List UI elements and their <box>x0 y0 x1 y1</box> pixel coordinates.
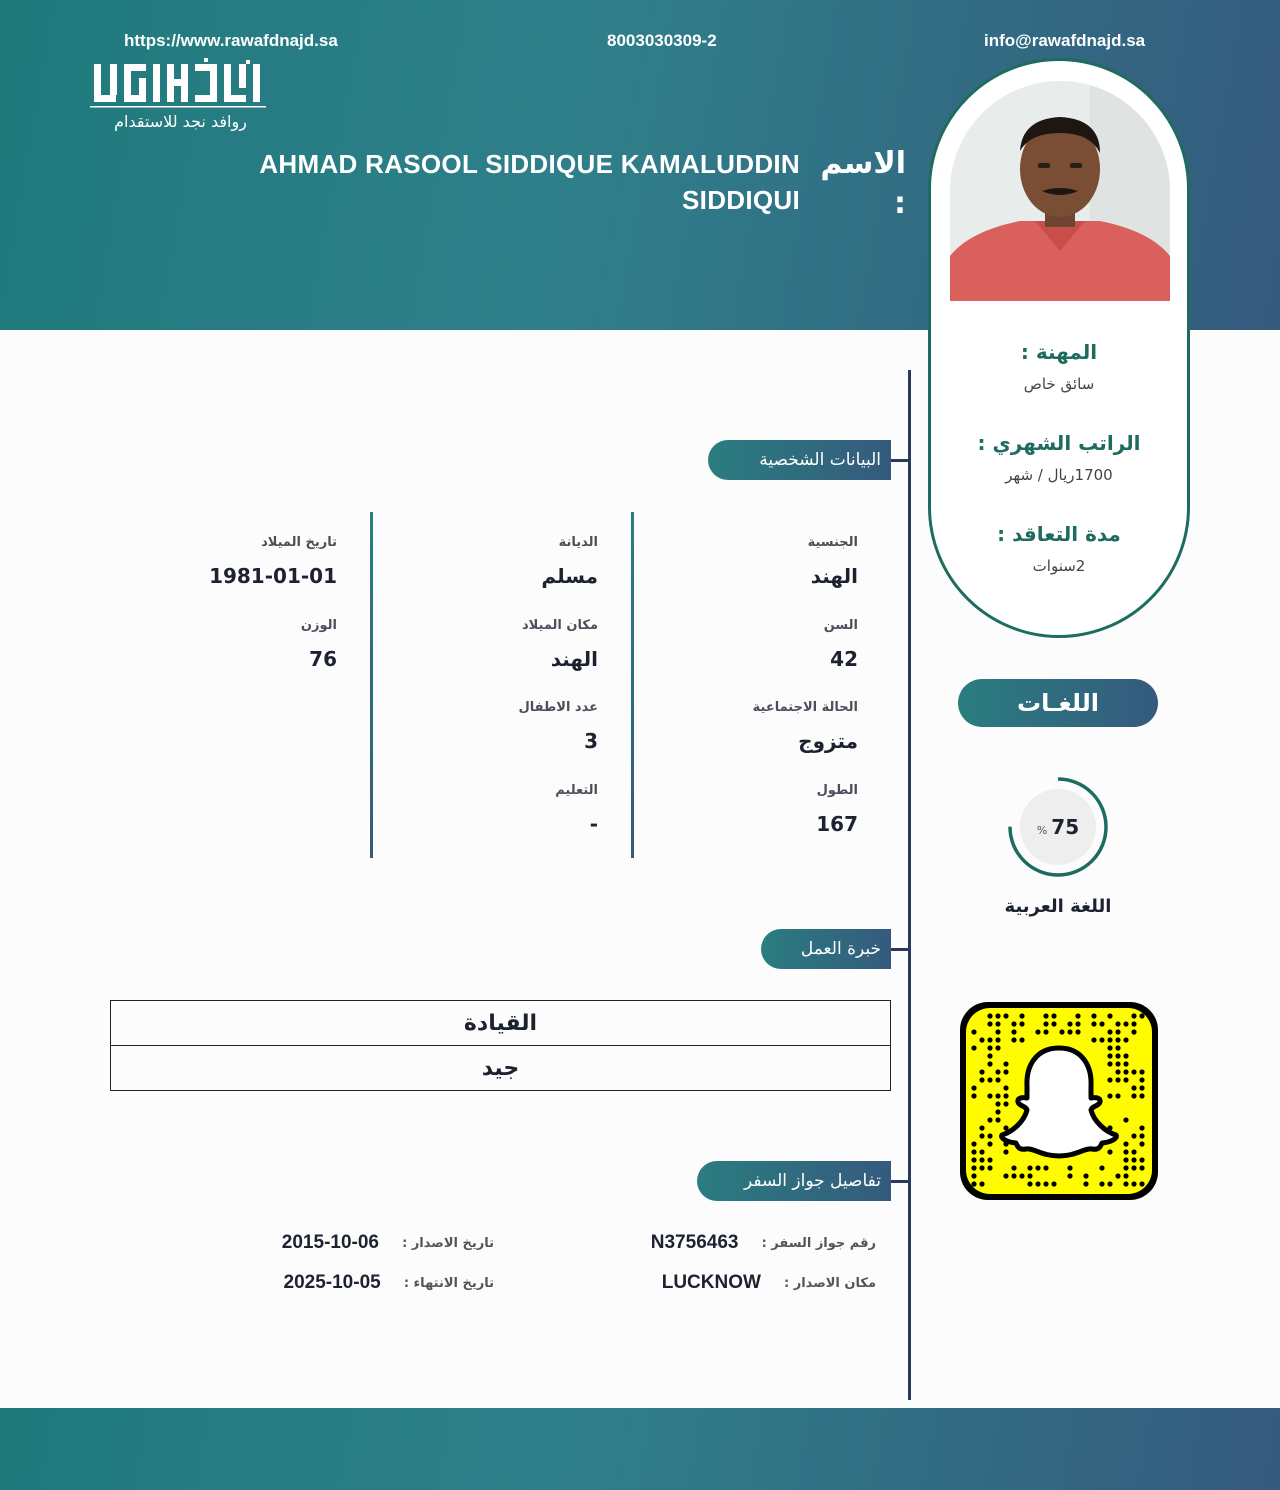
snapcode-dot <box>1107 1077 1112 1082</box>
snapcode-dot <box>1123 1149 1128 1154</box>
snapcode-dot <box>1131 1181 1136 1186</box>
snapcode-dot <box>1003 1149 1008 1154</box>
snapcode-dot <box>995 1021 1000 1026</box>
snapcode-dot <box>987 1053 992 1058</box>
profession-label: المهنة : <box>1020 340 1098 364</box>
snapcode-dot <box>987 1117 992 1122</box>
snapcode-dot <box>1123 1181 1128 1186</box>
snapcode-dot <box>1075 1021 1080 1026</box>
snapcode-dot <box>987 1037 992 1042</box>
snapcode-dot <box>1139 1165 1144 1170</box>
snapcode[interactable] <box>958 1000 1160 1202</box>
birthplace-field <box>400 617 598 673</box>
snapcode-dot <box>1067 1165 1072 1170</box>
profile-card <box>928 58 1190 638</box>
snapcode-dot <box>979 1125 984 1130</box>
nationality-field <box>660 534 858 590</box>
snapcode-dot <box>1091 1037 1096 1042</box>
snapcode-dot <box>1115 1069 1120 1074</box>
snapcode-dot <box>1027 1165 1032 1170</box>
snapcode-dot <box>1075 1013 1080 1018</box>
snapcode-dot <box>1043 1165 1048 1170</box>
snapcode-dot <box>1123 1117 1128 1122</box>
snapcode-dot <box>1059 1029 1064 1034</box>
snapcode-dot <box>1051 1021 1056 1026</box>
issue-date-value: 2015-10-06 <box>281 1232 379 1253</box>
religion-label: الديانة <box>558 535 598 550</box>
snapcode-dot <box>1043 1029 1048 1034</box>
snapcode-dot <box>1003 1061 1008 1066</box>
passport-expiry-row <box>180 1272 494 1294</box>
snapcode-dot <box>995 1109 1000 1114</box>
snapcode-dot <box>1107 1061 1112 1066</box>
education-value: - <box>589 812 598 836</box>
snapcode-dot <box>1115 1061 1120 1066</box>
experience-table <box>110 1000 891 1091</box>
snapcode-dot <box>1099 1181 1104 1186</box>
profession-block <box>931 339 1187 395</box>
snapcode-dot <box>971 1157 976 1162</box>
snapcode-dot <box>987 1045 992 1050</box>
snapcode-dot <box>1099 1021 1104 1026</box>
snapcode-dot <box>1043 1021 1048 1026</box>
snapcode-dot <box>979 1069 984 1074</box>
experience-section-title: خبرة العمل <box>761 929 891 969</box>
snapcode-dot <box>1011 1165 1016 1170</box>
nationality-label: الجنسية <box>807 535 858 550</box>
snapcode-dot <box>1075 1029 1080 1034</box>
children-field <box>400 699 598 755</box>
connector <box>891 948 909 951</box>
snapcode-dot <box>1123 1061 1128 1066</box>
marital-value: متزوج <box>798 729 858 753</box>
snapcode-dot <box>995 1077 1000 1082</box>
connector <box>891 1180 909 1183</box>
snapcode-dot <box>1035 1029 1040 1034</box>
snapcode-dot <box>1019 1013 1024 1018</box>
contract-label: مدة التعاقد : <box>997 522 1121 546</box>
passport-number-label: رقم جواز السفر : <box>761 1235 876 1251</box>
snapcode-dot <box>1091 1021 1096 1026</box>
snapcode-dot <box>1107 1029 1112 1034</box>
marital-field <box>660 699 858 755</box>
snapcode-dot <box>1011 1029 1016 1034</box>
snapcode-dot <box>1139 1141 1144 1146</box>
snapcode-dot <box>1115 1029 1120 1034</box>
expiry-label: تاريخ الانتهاء : <box>403 1275 494 1291</box>
footer-banner <box>0 1408 1280 1490</box>
snapcode-dot <box>1123 1037 1128 1042</box>
passport-section-title: تفاصيل جواز السفر <box>697 1161 891 1201</box>
snapcode-dot <box>1115 1021 1120 1026</box>
snapcode-dot <box>995 1069 1000 1074</box>
snapcode-dot <box>987 1061 992 1066</box>
snapcode-dot <box>979 1037 984 1042</box>
education-field <box>400 782 598 838</box>
snapcode-dot <box>995 1101 1000 1106</box>
percent-sign: % <box>1036 824 1048 837</box>
snapcode-dot <box>1131 1093 1136 1098</box>
birthplace-value: الهند <box>550 647 598 671</box>
snapcode-dot <box>1139 1077 1144 1082</box>
snapcode-dot <box>1123 1157 1128 1162</box>
snapcode-dot <box>1123 1053 1128 1058</box>
marital-label: الحالة الاجتماعية <box>752 700 858 715</box>
snapcode-dot <box>979 1149 984 1154</box>
experience-level: جيد <box>111 1046 891 1091</box>
snapcode-dot <box>1107 1093 1112 1098</box>
snapcode-dot <box>971 1141 976 1146</box>
snapcode-dot <box>1003 1101 1008 1106</box>
snapcode-dot <box>1019 1021 1024 1026</box>
snapcode-dot <box>995 1013 1000 1018</box>
snapcode-dot <box>979 1157 984 1162</box>
snapcode-dot <box>1131 1157 1136 1162</box>
snapcode-dot <box>1011 1021 1016 1026</box>
snapcode-dot <box>1115 1037 1120 1042</box>
passport-number-row <box>560 1232 876 1254</box>
height-label: الطول <box>816 783 858 798</box>
snapcode-dot <box>1123 1069 1128 1074</box>
snapcode-dot <box>995 1037 1000 1042</box>
column-divider <box>631 512 634 858</box>
religion-value: مسلم <box>541 564 598 588</box>
snapcode-dot <box>987 1133 992 1138</box>
snapcode-dot <box>1035 1165 1040 1170</box>
snapcode-dot <box>979 1077 984 1082</box>
salary-label: الراتب الشهري : <box>977 431 1141 455</box>
snapcode-dot <box>987 1157 992 1162</box>
weight-field <box>140 617 337 673</box>
issue-place-value: LUCKNOW <box>661 1272 761 1293</box>
snapcode-dot <box>987 1165 992 1170</box>
snapcode-dot <box>1091 1013 1096 1018</box>
snapcode-dot <box>971 1149 976 1154</box>
passport-issue-date-row <box>180 1232 494 1254</box>
snapcode-dot <box>1107 1149 1112 1154</box>
languages-section-title: اللغـات <box>958 679 1158 727</box>
snapcode-dot <box>987 1093 992 1098</box>
table-row <box>111 1046 891 1091</box>
weight-value: 76 <box>309 647 337 671</box>
snapcode-dot <box>1139 1133 1144 1138</box>
snapcode-dot <box>1131 1149 1136 1154</box>
snapcode-dot <box>1139 1085 1144 1090</box>
snapcode-dot <box>987 1013 992 1018</box>
snapcode-dot <box>1003 1085 1008 1090</box>
snapcode-dot <box>1019 1037 1024 1042</box>
snapcode-dot <box>1139 1125 1144 1130</box>
snapcode-dot <box>979 1181 984 1186</box>
snapcode-dot <box>1123 1141 1128 1146</box>
website-link[interactable]: https://www.rawafdnajd.sa <box>124 31 338 50</box>
snapcode-dot <box>1131 1133 1136 1138</box>
snapcode-dot <box>1051 1181 1056 1186</box>
snapcode-dot <box>995 1029 1000 1034</box>
snapcode-dot <box>1011 1037 1016 1042</box>
snapcode-dot <box>1115 1053 1120 1058</box>
snapcode-dot <box>1083 1181 1088 1186</box>
person-photo <box>950 81 1170 301</box>
snapcode-dot <box>1083 1173 1088 1178</box>
snapcode-dot <box>1019 1173 1024 1178</box>
snapcode-dot <box>1107 1013 1112 1018</box>
language-gauge <box>1006 775 1110 879</box>
contract-block <box>931 521 1187 577</box>
height-value: 167 <box>816 812 858 836</box>
snapcode-dot <box>1027 1173 1032 1178</box>
phone-number[interactable]: 8003030309-2 <box>607 31 717 50</box>
snapcode-dot <box>1131 1013 1136 1018</box>
snapcode-dot <box>1051 1013 1056 1018</box>
snapcode-dot <box>1003 1173 1008 1178</box>
snapcode-dot <box>971 1165 976 1170</box>
age-field <box>660 617 858 673</box>
logo-mark-icon <box>88 58 268 108</box>
snapcode-dot <box>1123 1077 1128 1082</box>
snapcode-dot <box>1131 1165 1136 1170</box>
column-divider <box>370 512 373 858</box>
snapcode-dot <box>1003 1093 1008 1098</box>
snapcode-dot <box>987 1077 992 1082</box>
snapcode-dot <box>971 1181 976 1186</box>
snapcode-dot <box>1139 1093 1144 1098</box>
snapcode-dot <box>1099 1165 1104 1170</box>
snapcode-dot <box>1123 1165 1128 1170</box>
salary-block <box>931 430 1187 486</box>
snapcode-dot <box>1131 1029 1136 1034</box>
snapcode-dot <box>971 1045 976 1050</box>
passport-number-value: N3756463 <box>650 1232 739 1253</box>
snapcode-dot <box>1139 1157 1144 1162</box>
weight-label: الوزن <box>300 618 337 633</box>
snapcode-dot <box>1011 1173 1016 1178</box>
snapcode-dot <box>1139 1181 1144 1186</box>
dob-label: تاريخ الميلاد <box>261 535 337 550</box>
snapcode-dot <box>979 1165 984 1170</box>
snapcode-dot <box>1043 1181 1048 1186</box>
issue-place-label: مكان الاصدار : <box>784 1275 876 1291</box>
snapcode-dot <box>995 1093 1000 1098</box>
dob-value: 1981-01-01 <box>209 564 337 588</box>
snapcode-dot <box>1107 1053 1112 1058</box>
snapcode-dot <box>1067 1173 1072 1178</box>
snapcode-dot <box>1131 1069 1136 1074</box>
snapcode-dot <box>1107 1045 1112 1050</box>
snapcode-dot <box>1115 1077 1120 1082</box>
snapcode-dot <box>1123 1173 1128 1178</box>
passport-issue-place-row <box>560 1272 876 1294</box>
snapcode-dot <box>1067 1029 1072 1034</box>
snapcode-dot <box>971 1029 976 1034</box>
snapcode-dot <box>971 1085 976 1090</box>
snapcode-dot <box>1043 1013 1048 1018</box>
table-row <box>111 1001 891 1046</box>
snapcode-dot <box>1139 1013 1144 1018</box>
snapcode-dot <box>1131 1021 1136 1026</box>
language-percent: 75 <box>1051 815 1080 839</box>
snapcode-dot <box>995 1117 1000 1122</box>
snapcode-dot <box>987 1141 992 1146</box>
dob-field <box>140 534 337 590</box>
gauge-value <box>1020 789 1096 865</box>
profession-value: سائق خاص <box>1023 375 1095 393</box>
religion-field <box>400 534 598 590</box>
snapcode-dot <box>1115 1093 1120 1098</box>
snapcode-dot <box>1123 1021 1128 1026</box>
personal-section-title: البيانات الشخصية <box>708 440 891 480</box>
name-label: الاسم : <box>820 146 906 221</box>
experience-skill: القيادة <box>111 1001 891 1046</box>
birthplace-label: مكان الميلاد <box>521 618 598 633</box>
expiry-value: 2025-10-05 <box>283 1272 381 1293</box>
snapcode-dot <box>1107 1181 1112 1186</box>
timeline-line <box>908 370 911 1400</box>
age-label: السن <box>823 618 858 633</box>
nationality-value: الهند <box>810 564 858 588</box>
snapchat-ghost-icon <box>958 1000 1160 1202</box>
snapcode-dot <box>1115 1045 1120 1050</box>
snapcode-dot <box>1099 1037 1104 1042</box>
language-name: اللغة العربية <box>1004 896 1112 917</box>
snapcode-dot <box>1035 1181 1040 1186</box>
snapcode-dot <box>1003 1013 1008 1018</box>
salary-value: 1700ريال / شهر <box>1005 466 1113 484</box>
children-label: عدد الاطفال <box>518 700 598 715</box>
snapcode-dot <box>1139 1069 1144 1074</box>
education-label: التعليم <box>555 783 598 798</box>
person-photo-icon <box>950 81 1170 301</box>
age-value: 42 <box>830 647 858 671</box>
snapcode-dot <box>995 1045 1000 1050</box>
height-field <box>660 782 858 838</box>
email-link[interactable]: info@rawafdnajd.sa <box>984 31 1146 50</box>
snapcode-dot <box>1067 1021 1072 1026</box>
snapcode-dot <box>1107 1037 1112 1042</box>
snapcode-dot <box>1131 1085 1136 1090</box>
candidate-name: AHMAD RASOOL SIDDIQUE KAMALUDDIN SIDDIQUI <box>259 149 800 215</box>
snapcode-dot <box>987 1021 992 1026</box>
contract-value: 2سنوات <box>1032 557 1086 575</box>
snapcode-dot <box>979 1133 984 1138</box>
snapcode-dot <box>1115 1173 1120 1178</box>
connector <box>891 459 909 462</box>
snapcode-dot <box>1003 1069 1008 1074</box>
logo-text: روافد نجد للاستقدام <box>114 112 247 131</box>
snapcode-dot <box>971 1093 976 1098</box>
children-value: 3 <box>584 729 598 753</box>
company-logo <box>88 58 273 136</box>
snapcode-dot <box>1027 1181 1032 1186</box>
snapcode-dot <box>971 1173 976 1178</box>
issue-date-label: تاريخ الاصدار : <box>402 1235 494 1251</box>
